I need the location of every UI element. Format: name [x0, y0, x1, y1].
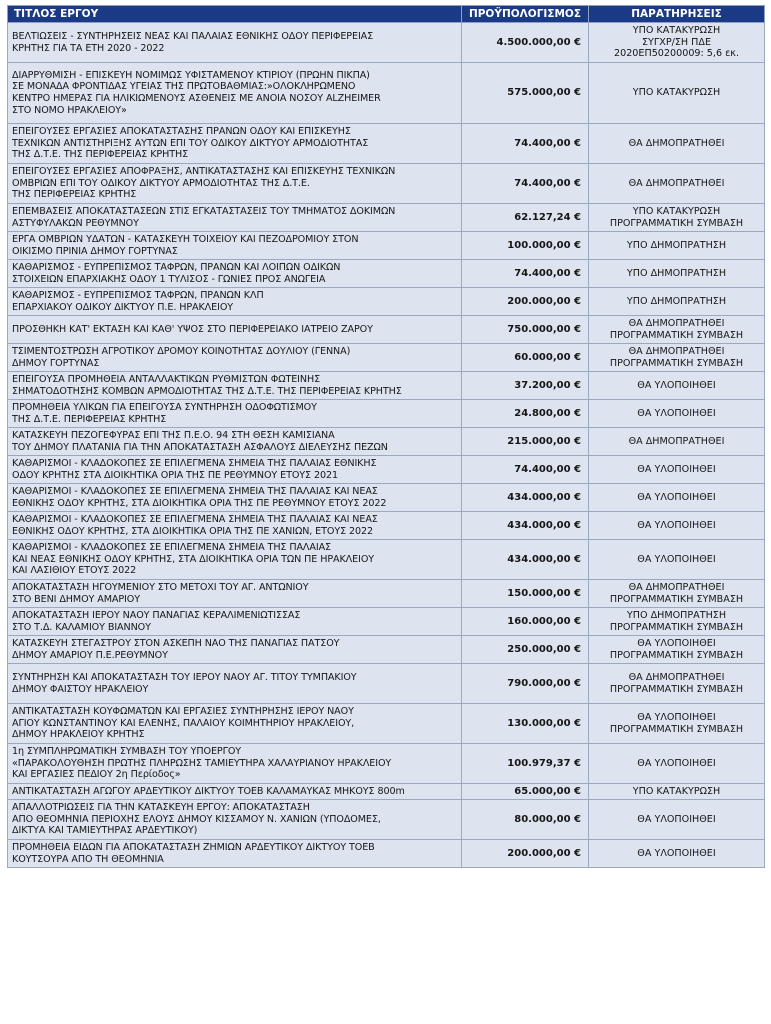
table-row	[8, 164, 765, 204]
notes-line: ΘΑ ΥΛΟΠΟΙΗΘΕΙ	[637, 553, 716, 565]
notes-line: ΘΑ ΥΛΟΠΟΙΗΘΕΙ	[637, 379, 716, 391]
project-title-line: ΤΗΣ Δ.Τ.Ε. ΠΕΡΙΦΕΡΕΙΑΣ ΚΡΗΤΗΣ	[12, 413, 167, 425]
table-row	[8, 664, 765, 704]
notes-line: ΠΡΟΓΡΑΜΜΑΤΙΚΗ ΣΥΜΒΑΣΗ	[609, 683, 744, 695]
project-title-line: ΕΠΕΙΓΟΥΣΕΣ ΕΡΓΑΣΙΕΣ ΑΠΟΦΡΑΞΗΣ, ΑΝΤΙΚΑΤΑΣΤΑΣΗΣ ΚΑΙ ΕΠΙΣΚΕΥΗΣ ΤΕΧΝΙΚΩΝ	[12, 166, 396, 178]
notes-line: ΘΑ ΥΛΟΠΟΙΗΘΕΙ	[637, 407, 716, 419]
project-title-line: ΤΟΥ ΔΗΜΟΥ ΠΛΑΤΑΝΙΑ ΓΙΑ ΤΗΝ ΑΠΟΚΑΤΑΣΤΑΣΗ ΑΣΦΑΛΟΥΣ ΔΙΕΛΕΥΣΗΣ ΠΕΖΩΝ	[12, 441, 388, 453]
project-title-line: ΔΗΜΟΥ ΗΡΑΚΛΕΙΟΥ ΚΡΗΤΗΣ	[12, 729, 145, 741]
budget-cell: 434.000,00 €	[462, 484, 589, 512]
table-row	[8, 288, 765, 316]
notes-line: ΣΥΓΧΡ/ΣΗ ΠΔΕ	[641, 36, 712, 48]
table-row	[8, 204, 765, 232]
project-title-cell	[8, 316, 462, 344]
project-title-line: ΔΗΜΟΥ ΑΜΑΡΙΟΥ Π.Ε.ΡΕΘΥΜΝΟΥ	[12, 649, 168, 661]
project-title-line: ΚΑΘΑΡΙΣΜΟΣ - ΕΥΠΡΕΠΙΣΜΟΣ ΤΑΦΡΩΝ, ΠΡΑΝΩΝ ΚΑΙ ΛΟΙΠΩΝ ΟΔΙΚΩΝ	[12, 261, 341, 273]
budget-cell: 250.000,00 €	[462, 636, 589, 664]
budget-cell: 215.000,00 €	[462, 428, 589, 456]
notes-line: ΘΑ ΥΛΟΠΟΙΗΘΕΙ	[637, 491, 716, 503]
header-budget: ΠΡΟΫΠΟΛΟΓΙΣΜΟΣ	[462, 6, 589, 23]
table-row	[8, 63, 765, 124]
notes-line: ΘΑ ΥΛΟΠΟΙΗΘΕΙ	[637, 813, 716, 825]
project-title-line: ΟΔΟΥ ΚΡΗΤΗΣ ΣΤΑ ΔΙΟΙΚΗΤΙΚΑ ΟΡΙΑ ΤΗΣ ΠΕ ΡΕΘΥΜΝΟΥ ΕΤΟΥΣ 2021	[12, 469, 338, 481]
table-row	[8, 704, 765, 744]
project-title-line: ΤΗΣ Δ.Τ.Ε. ΤΗΣ ΠΕΡΙΦΕΡΕΙΑΣ ΚΡΗΤΗΣ	[12, 149, 189, 161]
notes-line: ΘΑ ΔΗΜΟΠΡΑΤΗΘΕΙ	[628, 345, 725, 357]
notes-cell	[589, 63, 765, 124]
project-title-line: ΑΣΤΥΦΥΛΑΚΩΝ ΡΕΘΥΜΝΟΥ	[12, 217, 139, 229]
budget-cell: 80.000,00 €	[462, 800, 589, 840]
table-row	[8, 316, 765, 344]
project-title-cell	[8, 636, 462, 664]
table-row	[8, 232, 765, 260]
notes-cell	[589, 484, 765, 512]
budget-cell: 37.200,00 €	[462, 372, 589, 400]
notes-line: ΥΠΟ ΔΗΜΟΠΡΑΤΗΣΗ	[626, 239, 727, 251]
project-title-line: ΚΑΘΑΡΙΣΜΟΙ - ΚΛΑΔΟΚΟΠΕΣ ΣΕ ΕΠΙΛΕΓΜΕΝΑ ΣΗΜΕΙΑ ΤΗΣ ΠΑΛΑΙΑΣ ΕΘΝΙΚΗΣ	[12, 457, 377, 469]
project-title-line: ΔΙΚΤΥΑ ΚΑΙ ΤΑΜΙΕΥΤΗΡΑΣ ΑΡΔΕΥΤΙΚΟΥ)	[12, 825, 198, 837]
budget-cell: 575.000,00 €	[462, 63, 589, 124]
notes-line: ΥΠΟ ΚΑΤΑΚΥΡΩΣΗ	[632, 25, 721, 37]
project-title-cell	[8, 400, 462, 428]
notes-cell	[589, 23, 765, 63]
table-row	[8, 608, 765, 636]
table-row	[8, 428, 765, 456]
table-row	[8, 512, 765, 540]
project-title-cell	[8, 512, 462, 540]
project-title-line: ΚΟΥΤΣΟΥΡΑ ΑΠΟ ΤΗ ΘΕΟΜΗΝΙΑ	[12, 853, 164, 865]
notes-line: ΥΠΟ ΔΗΜΟΠΡΑΤΗΣΗ	[626, 295, 727, 307]
notes-cell	[589, 636, 765, 664]
project-title-line: ΕΘΝΙΚΗΣ ΟΔΟΥ ΚΡΗΤΗΣ, ΣΤΑ ΔΙΟΙΚΗΤΙΚΑ ΟΡΙΑ ΤΗΣ ΠΕ ΡΕΘΥΜΝΟΥ ΕΤΟΥΣ 2022	[12, 497, 387, 509]
project-title-line: 1η ΣΥΜΠΛΗΡΩΜΑΤΙΚΗ ΣΥΜΒΑΣΗ ΤΟΥ ΥΠΟΕΡΓΟΥ	[12, 746, 242, 758]
project-title-line: ΚΑΤΑΣΚΕΥΗ ΣΤΕΓΑΣΤΡΟΥ ΣΤΟΝ ΑΣΚΕΠΗ ΝΑΟ ΤΗΣ ΠΑΝΑΓΙΑΣ ΠΑΤΣΟΥ	[12, 637, 340, 649]
project-title-cell	[8, 428, 462, 456]
project-title-line: ΕΠΕΙΓΟΥΣΑ ΠΡΟΜΗΘΕΙΑ ΑΝΤΑΛΛΑΚΤΙΚΩΝ ΡΥΘΜΙΣΤΩΝ ΦΩΤΕΙΝΗΣ	[12, 373, 321, 385]
project-title-cell	[8, 540, 462, 580]
table-row	[8, 636, 765, 664]
budget-cell: 4.500.000,00 €	[462, 23, 589, 63]
project-title-line: ΚΑΘΑΡΙΣΜΟΙ - ΚΛΑΔΟΚΟΠΕΣ ΣΕ ΕΠΙΛΕΓΜΕΝΑ ΣΗΜΕΙΑ ΤΗΣ ΠΑΛΑΙΑΣ ΚΑΙ ΝΕΑΣ	[12, 513, 378, 525]
project-title-line: ΔΗΜΟΥ ΓΟΡΤΥΝΑΣ	[12, 357, 100, 369]
project-title-line: ΤΣΙΜΕΝΤΟΣΤΡΩΣΗ ΑΓΡΟΤΙΚΟΥ ΔΡΟΜΟΥ ΚΟΙΝΟΤΗΤΑΣ ΔΟΥΛΙΟΥ (ΓΕΝΝΑ)	[12, 345, 351, 357]
project-title-line: «ΠΑΡΑΚΟΛΟΥΘΗΣΗ ΠΡΩΤΗΣ ΠΛΗΡΩΣΗΣ ΤΑΜΙΕΥΤΗΡΑ ΧΑΛΑΥΡΙΑΝΟΥ ΗΡΑΚΛΕΙΟΥ	[12, 757, 392, 769]
project-title-line: ΔΗΜΟΥ ΦΑΙΣΤΟΥ ΗΡΑΚΛΕΙΟΥ	[12, 683, 149, 695]
header-project-title: ΤΙΤΛΟΣ ΕΡΓΟΥ	[8, 6, 462, 23]
notes-line: ΘΑ ΔΗΜΟΠΡΑΤΗΘΕΙ	[628, 177, 725, 189]
notes-cell	[589, 744, 765, 784]
project-title-line: ΒΕΛΤΙΩΣΕΙΣ - ΣΥΝΤΗΡΗΣΕΙΣ ΝΕΑΣ ΚΑΙ ΠΑΛΑΙΑΣ ΕΘΝΙΚΗΣ ΟΔΟΥ ΠΕΡΙΦΕΡΕΙΑΣ	[12, 30, 374, 42]
project-title-line: ΑΝΤΙΚΑΤΑΣΤΑΣΗ ΚΟΥΦΩΜΑΤΩΝ ΚΑΙ ΕΡΓΑΣΙΕΣ ΣΥΝΤΗΡΗΣΗΣ ΙΕΡΟΥ ΝΑΟΥ	[12, 706, 354, 718]
notes-line: ΘΑ ΥΛΟΠΟΙΗΘΕΙ	[637, 519, 716, 531]
notes-cell	[589, 512, 765, 540]
budget-cell: 62.127,24 €	[462, 204, 589, 232]
project-title-line: ΣΤΟ ΒΕΝΙ ΔΗΜΟΥ ΑΜΑΡΙΟΥ	[12, 593, 140, 605]
notes-cell	[589, 540, 765, 580]
notes-line: ΠΡΟΓΡΑΜΜΑΤΙΚΗ ΣΥΜΒΑΣΗ	[609, 593, 744, 605]
table-row	[8, 124, 765, 164]
project-title-line: ΤΗΣ ΠΕΡΙΦΕΡΕΙΑΣ ΚΡΗΤΗΣ	[12, 189, 137, 201]
table-row	[8, 784, 765, 800]
project-title-cell	[8, 372, 462, 400]
project-title-line: ΚΑΤΑΣΚΕΥΗ ΠΕΖΟΓΕΦΥΡΑΣ ΕΠΙ ΤΗΣ Π.Ε.Ο. 94 ΣΤΗ ΘΕΣΗ ΚΑΜΙΣΙΑΝΑ	[12, 429, 335, 441]
project-title-cell	[8, 784, 462, 800]
project-title-cell	[8, 124, 462, 164]
table-row	[8, 372, 765, 400]
budget-cell: 60.000,00 €	[462, 344, 589, 372]
notes-line: ΘΑ ΥΛΟΠΟΙΗΘΕΙ	[637, 847, 716, 859]
budget-cell: 74.400,00 €	[462, 164, 589, 204]
project-title-cell	[8, 580, 462, 608]
project-title-cell	[8, 204, 462, 232]
notes-cell	[589, 260, 765, 288]
project-title-cell	[8, 744, 462, 784]
project-title-line: ΑΠΑΛΛΟΤΡΙΩΣΕΙΣ ΓΙΑ ΤΗΝ ΚΑΤΑΣΚΕΥΗ ΕΡΓΟΥ: ΑΠΟΚΑΤΑΣΤΑΣΗ	[12, 802, 310, 814]
project-title-cell	[8, 608, 462, 636]
notes-line: ΥΠΟ ΚΑΤΑΚΥΡΩΣΗ	[632, 87, 721, 99]
project-title-line: ΑΠΟΚΑΤΑΣΤΑΣΗ ΙΕΡΟΥ ΝΑΟΥ ΠΑΝΑΓΙΑΣ ΚΕΡΑΛΙΜΕΝΙΩΤΙΣΣΑΣ	[12, 609, 301, 621]
project-title-cell	[8, 344, 462, 372]
budget-cell: 74.400,00 €	[462, 456, 589, 484]
project-title-line: ΑΠΟ ΘΕΟΜΗΝΙΑ ΠΕΡΙΟΧΗΣ ΕΛΟΥΣ ΔΗΜΟΥ ΚΙΣΣΑΜΟΥ Ν. ΧΑΝΙΩΝ (ΥΠΟΔΟΜΕΣ,	[12, 813, 381, 825]
project-title-line: ΕΘΝΙΚΗΣ ΟΔΟΥ ΚΡΗΤΗΣ, ΣΤΑ ΔΙΟΙΚΗΤΙΚΑ ΟΡΙΑ ΤΗΣ ΠΕ ΧΑΝΙΩΝ, ΕΤΟΥΣ 2022	[12, 525, 374, 537]
notes-cell	[589, 456, 765, 484]
notes-cell	[589, 428, 765, 456]
budget-cell: 750.000,00 €	[462, 316, 589, 344]
header-notes: ΠΑΡΑΤΗΡΗΣΕΙΣ	[589, 6, 765, 23]
budget-cell: 434.000,00 €	[462, 512, 589, 540]
project-title-line: ΚΑΙ ΛΑΣΙΘΙΟΥ ΕΤΟΥΣ 2022	[12, 565, 137, 577]
notes-line: ΘΑ ΔΗΜΟΠΡΑΤΗΘΕΙ	[628, 435, 725, 447]
project-title-line: ΚΑΘΑΡΙΣΜΟΙ - ΚΛΑΔΟΚΟΠΕΣ ΣΕ ΕΠΙΛΕΓΜΕΝΑ ΣΗΜΕΙΑ ΤΗΣ ΠΑΛΑΙΑΣ	[12, 542, 331, 554]
project-title-line: ΚΑΙ ΝΕΑΣ ΕΘΝΙΚΗΣ ΟΔΟΥ ΚΡΗΤΗΣ, ΣΤΑ ΔΙΟΙΚΗΤΙΚΑ ΟΡΙΑ ΤΩΝ ΠΕ ΗΡΑΚΛΕΙΟΥ	[12, 553, 375, 565]
notes-line: ΠΡΟΓΡΑΜΜΑΤΙΚΗ ΣΥΜΒΑΣΗ	[609, 649, 744, 661]
notes-line: ΠΡΟΓΡΑΜΜΑΤΙΚΗ ΣΥΜΒΑΣΗ	[609, 357, 744, 369]
notes-line: ΥΠΟ ΔΗΜΟΠΡΑΤΗΣΗ	[626, 609, 727, 621]
notes-cell	[589, 204, 765, 232]
project-title-line: ΚΑΘΑΡΙΣΜΟΣ - ΕΥΠΡΕΠΙΣΜΟΣ ΤΑΦΡΩΝ, ΠΡΑΝΩΝ ΚΛΠ	[12, 289, 264, 301]
table-row	[8, 23, 765, 63]
budget-cell: 74.400,00 €	[462, 124, 589, 164]
project-title-cell	[8, 840, 462, 868]
notes-line: 2020ΕΠ50200009: 5,6 εκ.	[614, 48, 739, 60]
notes-line: ΥΠΟ ΚΑΤΑΚΥΡΩΣΗ	[632, 785, 721, 797]
budget-cell: 200.000,00 €	[462, 288, 589, 316]
table-row	[8, 400, 765, 428]
table-row	[8, 540, 765, 580]
notes-cell	[589, 580, 765, 608]
notes-cell	[589, 800, 765, 840]
notes-line: ΘΑ ΥΛΟΠΟΙΗΘΕΙ	[637, 463, 716, 475]
project-title-line: ΣΤΟΙΧΕΙΩΝ ΕΠΑΡΧΙΑΚΗΣ ΟΔΟΥ 1 ΤΥΛΙΣΟΣ - ΓΩΝΙΕΣ ΠΡΟΣ ΑΝΩΓΕΙΑ	[12, 273, 326, 285]
notes-line: ΘΑ ΥΛΟΠΟΙΗΘΕΙ	[637, 711, 716, 723]
notes-cell	[589, 232, 765, 260]
budget-cell: 790.000,00 €	[462, 664, 589, 704]
table-row	[8, 484, 765, 512]
project-title-cell	[8, 288, 462, 316]
project-title-cell	[8, 484, 462, 512]
project-title-line: ΣΥΝΤΗΡΗΣΗ ΚΑΙ ΑΠΟΚΑΤΑΣΤΑΣΗ ΤΟΥ ΙΕΡΟΥ ΝΑΟΥ ΑΓ. ΤΙΤΟΥ ΤΥΜΠΑΚΙΟΥ	[12, 671, 357, 683]
notes-line: ΘΑ ΥΛΟΠΟΙΗΘΕΙ	[637, 637, 716, 649]
project-title-line: ΣΤΟ Τ.Δ. ΚΑΛΑΜΙΟΥ ΒΙΑΝΝΟΥ	[12, 621, 151, 633]
project-title-line: ΟΙΚΙΣΜΟ ΠΡΙΝΙΑ ΔΗΜΟΥ ΓΟΡΤΥΝΑΣ	[12, 245, 178, 257]
project-title-cell	[8, 164, 462, 204]
table-row	[8, 800, 765, 840]
project-title-line: ΣΗΜΑΤΟΔΟΤΗΣΗΣ ΚΟΜΒΩΝ ΑΡΜΟΔΙΟΤΗΤΑΣ ΤΗΣ Δ.Τ.Ε. ΤΗΣ ΠΕΡΙΦΕΡΕΙΑΣ ΚΡΗΤΗΣ	[12, 385, 402, 397]
budget-cell: 100.979,37 €	[462, 744, 589, 784]
project-title-cell	[8, 63, 462, 124]
project-title-line: ΔΙΑΡΡΥΘΜΙΣΗ - ΕΠΙΣΚΕΥΗ ΝΟΜΙΜΩΣ ΥΦΙΣΤΑΜΕΝΟΥ ΚΤΙΡΙΟΥ (ΠΡΩΗΝ ΠΙΚΠΑ)	[12, 69, 370, 81]
project-title-cell	[8, 260, 462, 288]
notes-cell	[589, 344, 765, 372]
project-title-line: ΕΠΕΙΓΟΥΣΕΣ ΕΡΓΑΣΙΕΣ ΑΠΟΚΑΤΑΣΤΑΣΗΣ ΠΡΑΝΩΝ ΟΔΟΥ ΚΑΙ ΕΠΙΣΚΕΥΗΣ	[12, 126, 351, 138]
budget-cell: 74.400,00 €	[462, 260, 589, 288]
notes-cell	[589, 608, 765, 636]
project-title-line: ΠΡΟΣΘΗΚΗ ΚΑΤ' ΕΚΤΑΣΗ ΚΑΙ ΚΑΘ' ΥΨΟΣ ΣΤΟ ΠΕΡΙΦΕΡΕΙΑΚΟ ΙΑΤΡΕΙΟ ΖΑΡΟΥ	[12, 323, 373, 335]
notes-cell	[589, 288, 765, 316]
project-title-cell	[8, 232, 462, 260]
table-row	[8, 744, 765, 784]
project-title-line: ΠΡΟΜΗΘΕΙΑ ΥΛΙΚΩΝ ΓΙΑ ΕΠΕΙΓΟΥΣΑ ΣΥΝΤΗΡΗΣΗ ΟΔΟΦΩΤΙΣΜΟΥ	[12, 401, 317, 413]
project-title-line: ΠΡΟΜΗΘΕΙΑ ΕΙΔΩΝ ΓΙΑ ΑΠΟΚΑΤΑΣΤΑΣΗ ΖΗΜΙΩΝ ΑΡΔΕΥΤΙΚΟΥ ΔΙΚΤΥΟΥ ΤΟΕΒ	[12, 841, 375, 853]
project-title-cell	[8, 664, 462, 704]
table-row	[8, 344, 765, 372]
notes-line: ΠΡΟΓΡΑΜΜΑΤΙΚΗ ΣΥΜΒΑΣΗ	[609, 217, 744, 229]
project-title-line: ΕΠΕΜΒΑΣΕΙΣ ΑΠΟΚΑΤΑΣΤΑΣΕΩΝ ΣΤΙΣ ΕΓΚΑΤΑΣΤΑΣΕΙΣ ΤΟΥ ΤΜΗΜΑΤΟΣ ΔΟΚΙΜΩΝ	[12, 205, 396, 217]
budget-cell: 200.000,00 €	[462, 840, 589, 868]
project-title-line: ΑΝΤΙΚΑΤΑΣΤΑΣΗ ΑΓΩΓΟΥ ΑΡΔΕΥΤΙΚΟΥ ΔΙΚΤΥΟΥ ΤΟΕΒ ΚΑΛΑΜΑΥΚΑΣ ΜΗΚΟΥΣ 800m	[12, 785, 405, 797]
notes-cell	[589, 164, 765, 204]
project-title-line: ΕΡΓΑ ΟΜΒΡΙΩΝ ΥΔΑΤΩΝ - ΚΑΤΑΣΚΕΥΗ ΤΟΙΧΕΙΟΥ ΚΑΙ ΠΕΖΟΔΡΟΜΙΟΥ ΣΤΟΝ	[12, 233, 359, 245]
project-title-cell	[8, 704, 462, 744]
project-title-line: ΣΕ ΜΟΝΑΔΑ ΦΡΟΝΤΙΔΑΣ ΥΓΕΙΑΣ ΤΗΣ ΠΡΩΤΟΒΑΘΜΙΑΣ:»ΟΛΟΚΛΗΡΩΜΕΝΟ	[12, 81, 356, 93]
notes-cell	[589, 372, 765, 400]
project-title-line: ΣΤΟ ΝΟΜΟ ΗΡΑΚΛΕΙΟΥ»	[12, 104, 127, 116]
table-row	[8, 580, 765, 608]
notes-line: ΠΡΟΓΡΑΜΜΑΤΙΚΗ ΣΥΜΒΑΣΗ	[609, 621, 744, 633]
notes-cell	[589, 704, 765, 744]
table-row	[8, 840, 765, 868]
project-title-line: ΕΠΑΡΧΙΑΚΟΥ ΟΔΙΚΟΥ ΔΙΚΤΥΟΥ Π.Ε. ΗΡΑΚΛΕΙΟΥ	[12, 301, 234, 313]
projects-table	[7, 5, 765, 868]
notes-cell	[589, 840, 765, 868]
project-title-line: ΚΡΗΤΗΣ ΓΙΑ ΤΑ ΕΤΗ 2020 - 2022	[12, 42, 165, 54]
project-title-cell	[8, 456, 462, 484]
notes-line: ΥΠΟ ΚΑΤΑΚΥΡΩΣΗ	[632, 205, 721, 217]
project-title-line: ΤΕΧΝΙΚΩΝ ΑΝΤΙΣΤΗΡΙΞΗΣ ΑΥΤΩΝ ΕΠΙ ΤΟΥ ΟΔΙΚΟΥ ΔΙΚΤΥΟΥ ΑΡΜΟΔΙΟΤΗΤΑΣ	[12, 137, 369, 149]
notes-line: ΠΡΟΓΡΑΜΜΑΤΙΚΗ ΣΥΜΒΑΣΗ	[609, 723, 744, 735]
notes-cell	[589, 316, 765, 344]
budget-cell: 24.800,00 €	[462, 400, 589, 428]
table-body	[8, 23, 765, 868]
notes-line: ΘΑ ΔΗΜΟΠΡΑΤΗΘΕΙ	[628, 671, 725, 683]
budget-cell: 160.000,00 €	[462, 608, 589, 636]
notes-line: ΘΑ ΔΗΜΟΠΡΑΤΗΘΕΙ	[628, 137, 725, 149]
project-title-line: ΚΕΝΤΡΟ ΗΜΕΡΑΣ ΓΙΑ ΗΛΙΚΙΩΜΕΝΟΥΣ ΑΣΘΕΝΕΙΣ ΜΕ ΑΝΟΙΑ ΝΟΣΟΥ ALZHEIMER	[12, 93, 381, 104]
project-title-cell	[8, 800, 462, 840]
notes-cell	[589, 400, 765, 428]
notes-line: ΘΑ ΔΗΜΟΠΡΑΤΗΘΕΙ	[628, 581, 725, 593]
notes-cell	[589, 124, 765, 164]
notes-cell	[589, 664, 765, 704]
budget-cell: 150.000,00 €	[462, 580, 589, 608]
notes-line: ΘΑ ΥΛΟΠΟΙΗΘΕΙ	[637, 757, 716, 769]
notes-line: ΠΡΟΓΡΑΜΜΑΤΙΚΗ ΣΥΜΒΑΣΗ	[609, 329, 744, 341]
notes-line: ΥΠΟ ΔΗΜΟΠΡΑΤΗΣΗ	[626, 267, 727, 279]
budget-cell: 434.000,00 €	[462, 540, 589, 580]
table-row	[8, 260, 765, 288]
project-title-line: ΚΑΙ ΕΡΓΑΣΙΕΣ ΠΕΔΙΟΥ 2η Περίοδος»	[12, 769, 181, 781]
table-row	[8, 456, 765, 484]
project-title-cell	[8, 23, 462, 63]
notes-cell	[589, 784, 765, 800]
budget-cell: 100.000,00 €	[462, 232, 589, 260]
table-header-row	[8, 6, 765, 23]
project-title-line: ΟΜΒΡΙΩΝ ΕΠΙ ΤΟΥ ΟΔΙΚΟΥ ΔΙΚΤΥΟΥ ΑΡΜΟΔΙΟΤΗΤΑΣ ΤΗΣ Δ.Τ.Ε.	[12, 177, 310, 189]
project-title-line: ΑΓΙΟΥ ΚΩΝΣΤΑΝΤΙΝΟΥ ΚΑΙ ΕΛΕΝΗΣ, ΠΑΛΑΙΟΥ ΚΟΙΜΗΤΗΡΙΟΥ ΗΡΑΚΛΕΙΟΥ,	[12, 717, 355, 729]
notes-line: ΘΑ ΔΗΜΟΠΡΑΤΗΘΕΙ	[628, 317, 725, 329]
project-title-line: ΚΑΘΑΡΙΣΜΟΙ - ΚΛΑΔΟΚΟΠΕΣ ΣΕ ΕΠΙΛΕΓΜΕΝΑ ΣΗΜΕΙΑ ΤΗΣ ΠΑΛΑΙΑΣ ΚΑΙ ΝΕΑΣ	[12, 485, 378, 497]
budget-cell: 65.000,00 €	[462, 784, 589, 800]
budget-cell: 130.000,00 €	[462, 704, 589, 744]
project-title-line: ΑΠΟΚΑΤΑΣΤΑΣΗ ΗΓΟΥΜΕΝΙΟΥ ΣΤΟ ΜΕΤΟΧΙ ΤΟΥ ΑΓ. ΑΝΤΩΝΙΟΥ	[12, 581, 309, 593]
